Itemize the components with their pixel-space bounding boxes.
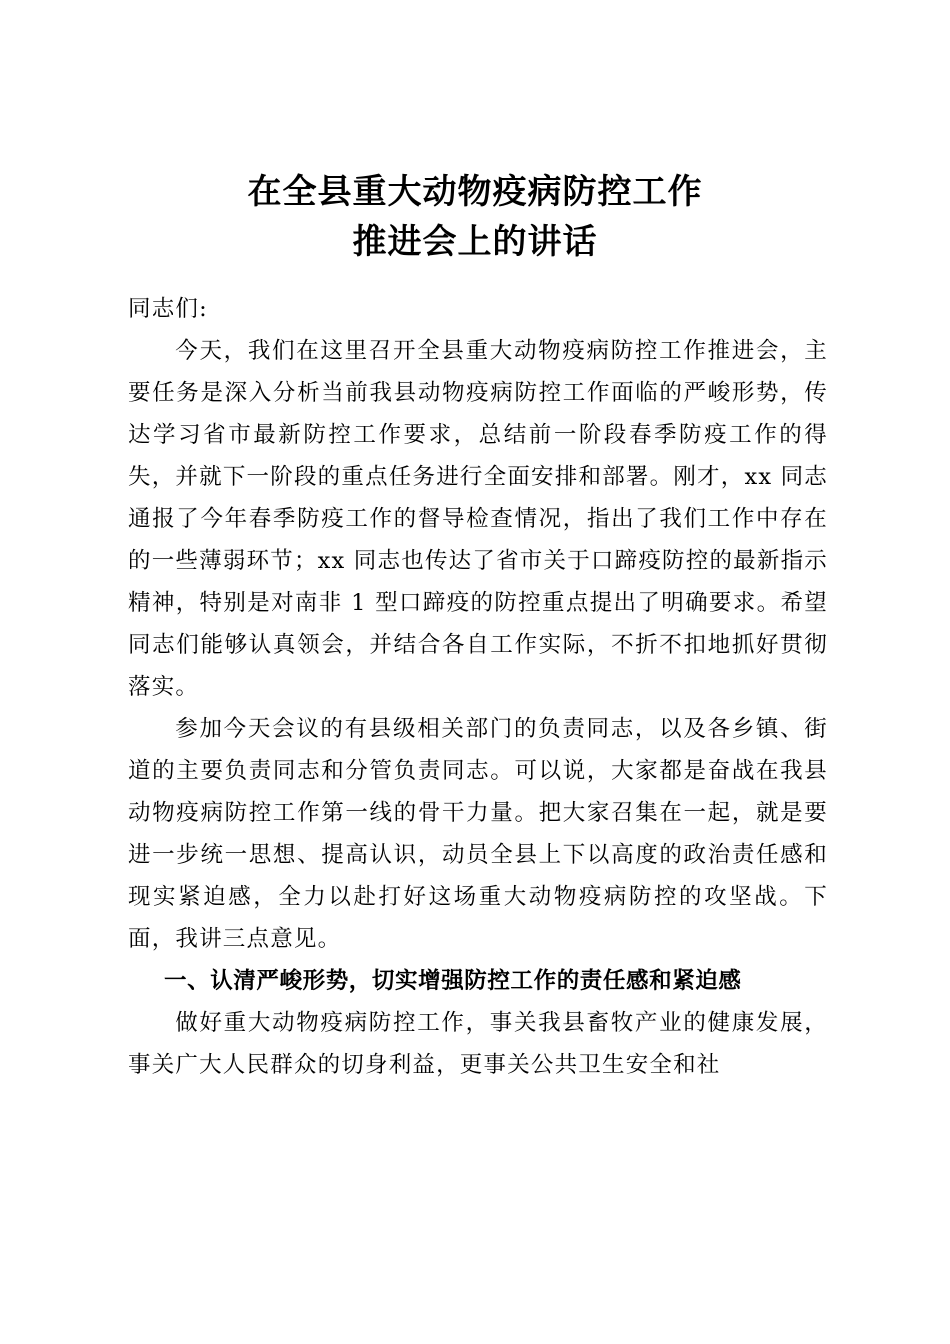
paragraph-1: 今天，我们在这里召开全县重大动物疫病防控工作推进会，主要任务是深入分析当前我县动物疫病防控工作面临的严峻形势，传达学习省市最新防控工作要求，总结前一阶段春季防疫工作的得失，并就下一阶段的重点任务进行全面安排和部署。刚才，xx 同志通报了今年春季防疫工作的督导检查情况，指出了我们工作中存在的一些薄弱环节；xx 同志也传达了省市关于口蹄疫防控的最新指示精神，特别是对南非 1 型口蹄疫的防控重点提出了明确要求。希望同志们能够认真领会，并结合各自工作实际，不折不扣地抓好贯彻落实。 <box>128 338 828 700</box>
title-line-2: 推进会上的讲话 <box>352 222 598 262</box>
salutation: 同志们: <box>128 296 208 322</box>
section-heading-1: 一、认清严峻形势，切实增强防控工作的责任感和紧迫感 <box>164 968 742 994</box>
title-line-1: 在全县重大动物疫病防控工作 <box>247 172 703 212</box>
paragraph-2: 参加今天会议的有县级相关部门的负责同志，以及各乡镇、街道的主要负责同志和分管负责同志。可以说，大家都是奋战在我县动物疫病防控工作第一线的骨干力量。把大家召集在一起，就是要进一步统一思想、提高认识，动员全县上下以高度的政治责任感和现实紧迫感，全力以赴打好这场重大动物疫病防控的攻坚战。下面，我讲三点意见。 <box>128 716 828 952</box>
document-body <box>128 288 828 1086</box>
section-1-paragraph: 做好重大动物疫病防控工作，事关我县畜牧产业的健康发展，事关广大人民群众的切身利益，更事关公共卫生安全和社 <box>128 1010 828 1078</box>
